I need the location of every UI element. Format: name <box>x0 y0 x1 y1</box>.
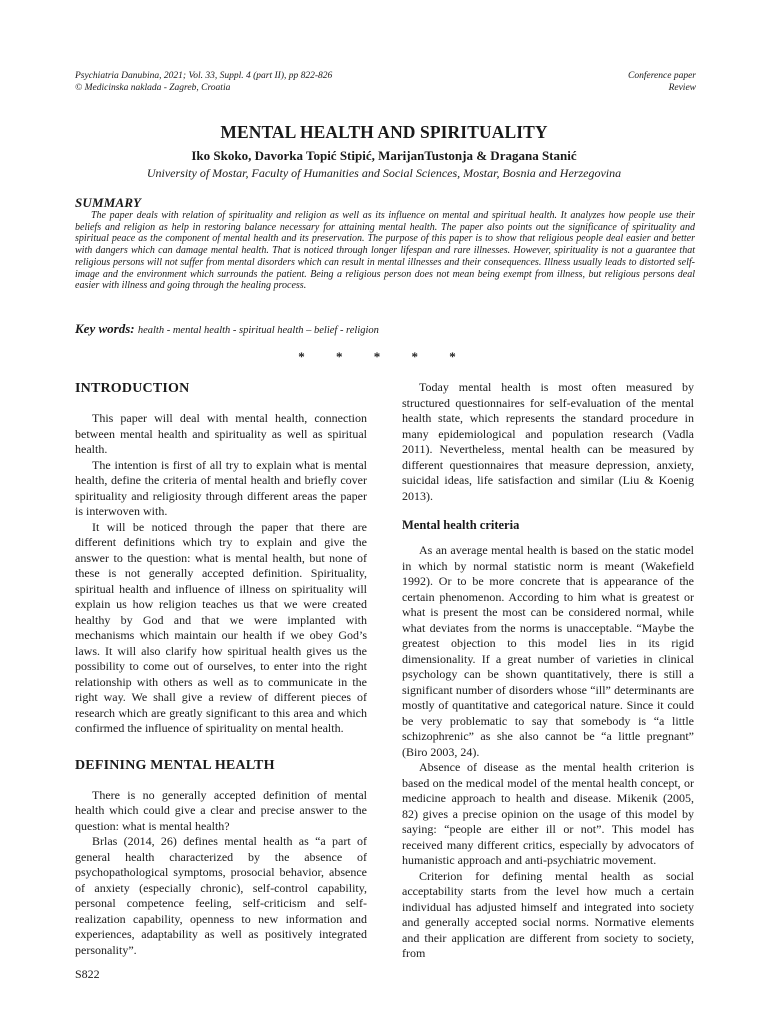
summary-text: The paper deals with relation of spirituality and religion as well as its influence on mental and spiritual health. It analyzes how people use their beliefs and religion as help in restoring balance necessary for attaining mental health. The paper also points out the significance of spirituality and spiritual peace as the component of mental health and its preservation. The purpose of this paper is to show that religious people deal easier and better with dangers which can damage mental health. That is noticed through longer lifespan and rare illnesses. However, spirituality is not a guarantee that religious persons will not suffer from mental disorders which can result in mental illnesses and their consequences. Illness usually leads to distorted self-image and the environment which surrounds the patient. Being a religious person does not mean being exempt from illness, but religious persons deal easier with illness and going through the healing process. <box>75 210 695 292</box>
measurement-paragraph: Today mental health is most often measured by structured questionnaires for self-evaluation of the mental health state, which represents the standard procedure in many epidemiological and population research (Vadla 2011). Nevertheless, mental health can be measured by different questionnaires that measure depression, anxiety, suicidal ideas, life satisfaction and similar (Liu & Koenig 2013). <box>402 380 694 503</box>
criteria-paragraph-3: Criterion for defining mental health as social acceptability starts from the level how much a certain individual has adjusted himself and integrated into society and generally accepted social norms. Normative elements and their application are different from society to society, from <box>402 868 694 960</box>
paper-subtype-line: Review <box>668 83 696 93</box>
affiliation: University of Mostar, Faculty of Humanities and Social Sciences, Mostar, Bosnia and Herzegovina <box>146 166 622 180</box>
keywords-text: health - mental health - spiritual health – belief - religion <box>137 325 379 336</box>
introduction-heading: INTRODUCTION <box>75 381 190 396</box>
summary-heading: SUMMARY <box>75 195 142 210</box>
author-list: Iko Skoko, Davorka Topić Stipić, MarijanTustonja & Dragana Stanić <box>191 148 577 163</box>
page-number: S822 <box>75 967 100 981</box>
intro-paragraph-3: It will be noticed through the paper that there are different definitions which try to explain and give the answer to the question: what is mental health, but none of these is not generally accepted definition. Spirituality, spiritual health and influence of illness on spirituality will explain us how religion teaches us that we were created healthy by God and that we were implanted with mechanisms which maintain our health if we obey God’s laws. It will also clarify how spiritual health gives us the possibility to come out of ourselves, to enter into the right relationship with others as well as to communicate in the right way. We shall give a review of different pieces of research which are greatly significant to this area and which confirmed the influence of spirituality on mental health. <box>75 519 367 735</box>
keywords-label: Key words: <box>75 321 135 336</box>
paper-type-line: Conference paper <box>628 71 696 81</box>
paper-title: MENTAL HEALTH AND SPIRITUALITY <box>220 122 548 142</box>
criteria-paragraph-2: Absence of disease as the mental health criterion is based on the medical model of the mental health concept, or medicine approach to health and disease. Mikenik (2005, 82) gives a precise opinion on the usage of this model by saying: “people are either ill or not”. This model has received many different critics, especially by advocators of humanistic approach and anti-psychiatric movement. <box>402 760 694 867</box>
keywords <box>75 321 379 337</box>
defining-paragraph-1: There is no generally accepted definition of mental health which could give a clear and precise answer to the question: what is mental health? <box>75 787 367 833</box>
copyright-line: © Medicinska naklada - Zagreb, Croatia <box>75 83 231 93</box>
criteria-heading: Mental health criteria <box>402 518 520 532</box>
paper-type <box>628 70 696 94</box>
section-separator: * * * * * <box>298 349 470 364</box>
journal-citation <box>75 70 332 94</box>
criteria-paragraph-1: As an average mental health is based on the static model in which by normal statistic norm is meant (Wakefield 1992). Or to be more concrete that is appearance of the certain phenomenon. According to him what is greatest or what is present the most can be considered normal, while what deviates from the norms is unacceptable. “Maybe the greatest objection to this model lies in its rigid dimensionality. If a great number of varieties in clinical psychology can be shown quantitatively, there is still a significant number of disorders whose “ill” determinants are mostly of quantitative and categorical nature. Since it could be very problematic to say that somebody is “a little schizophrenic” as she also cannot be “a little pregnant” (Biro 2003, 24). <box>402 543 694 759</box>
defining-heading: DEFINING MENTAL HEALTH <box>75 757 275 773</box>
left-column <box>75 380 367 958</box>
right-column <box>402 380 694 962</box>
intro-paragraph-2: The intention is first of all try to explain what is mental health, define the criteria of mental health and briefly cover spirituality and religiosity through different areas the paper is interwoven with. <box>75 457 367 518</box>
intro-paragraph-1: This paper will deal with mental health, connection between mental health and spirituality as well as spiritual health. <box>75 411 367 456</box>
defining-paragraph-2: Brlas (2014, 26) defines mental health as “a part of general health characterized by the absence of psychopathological symptoms, prosocial behavior, absence of anxiety (especially chronic), self-control capability, personal competence feeling, self-criticism and self-realization capability, openness to new information and experiences, adaptability as well as positively integrated personality”. <box>75 834 367 957</box>
journal-line: Psychiatria Danubina, 2021; Vol. 33, Suppl. 4 (part II), pp 822-826 <box>75 71 333 81</box>
